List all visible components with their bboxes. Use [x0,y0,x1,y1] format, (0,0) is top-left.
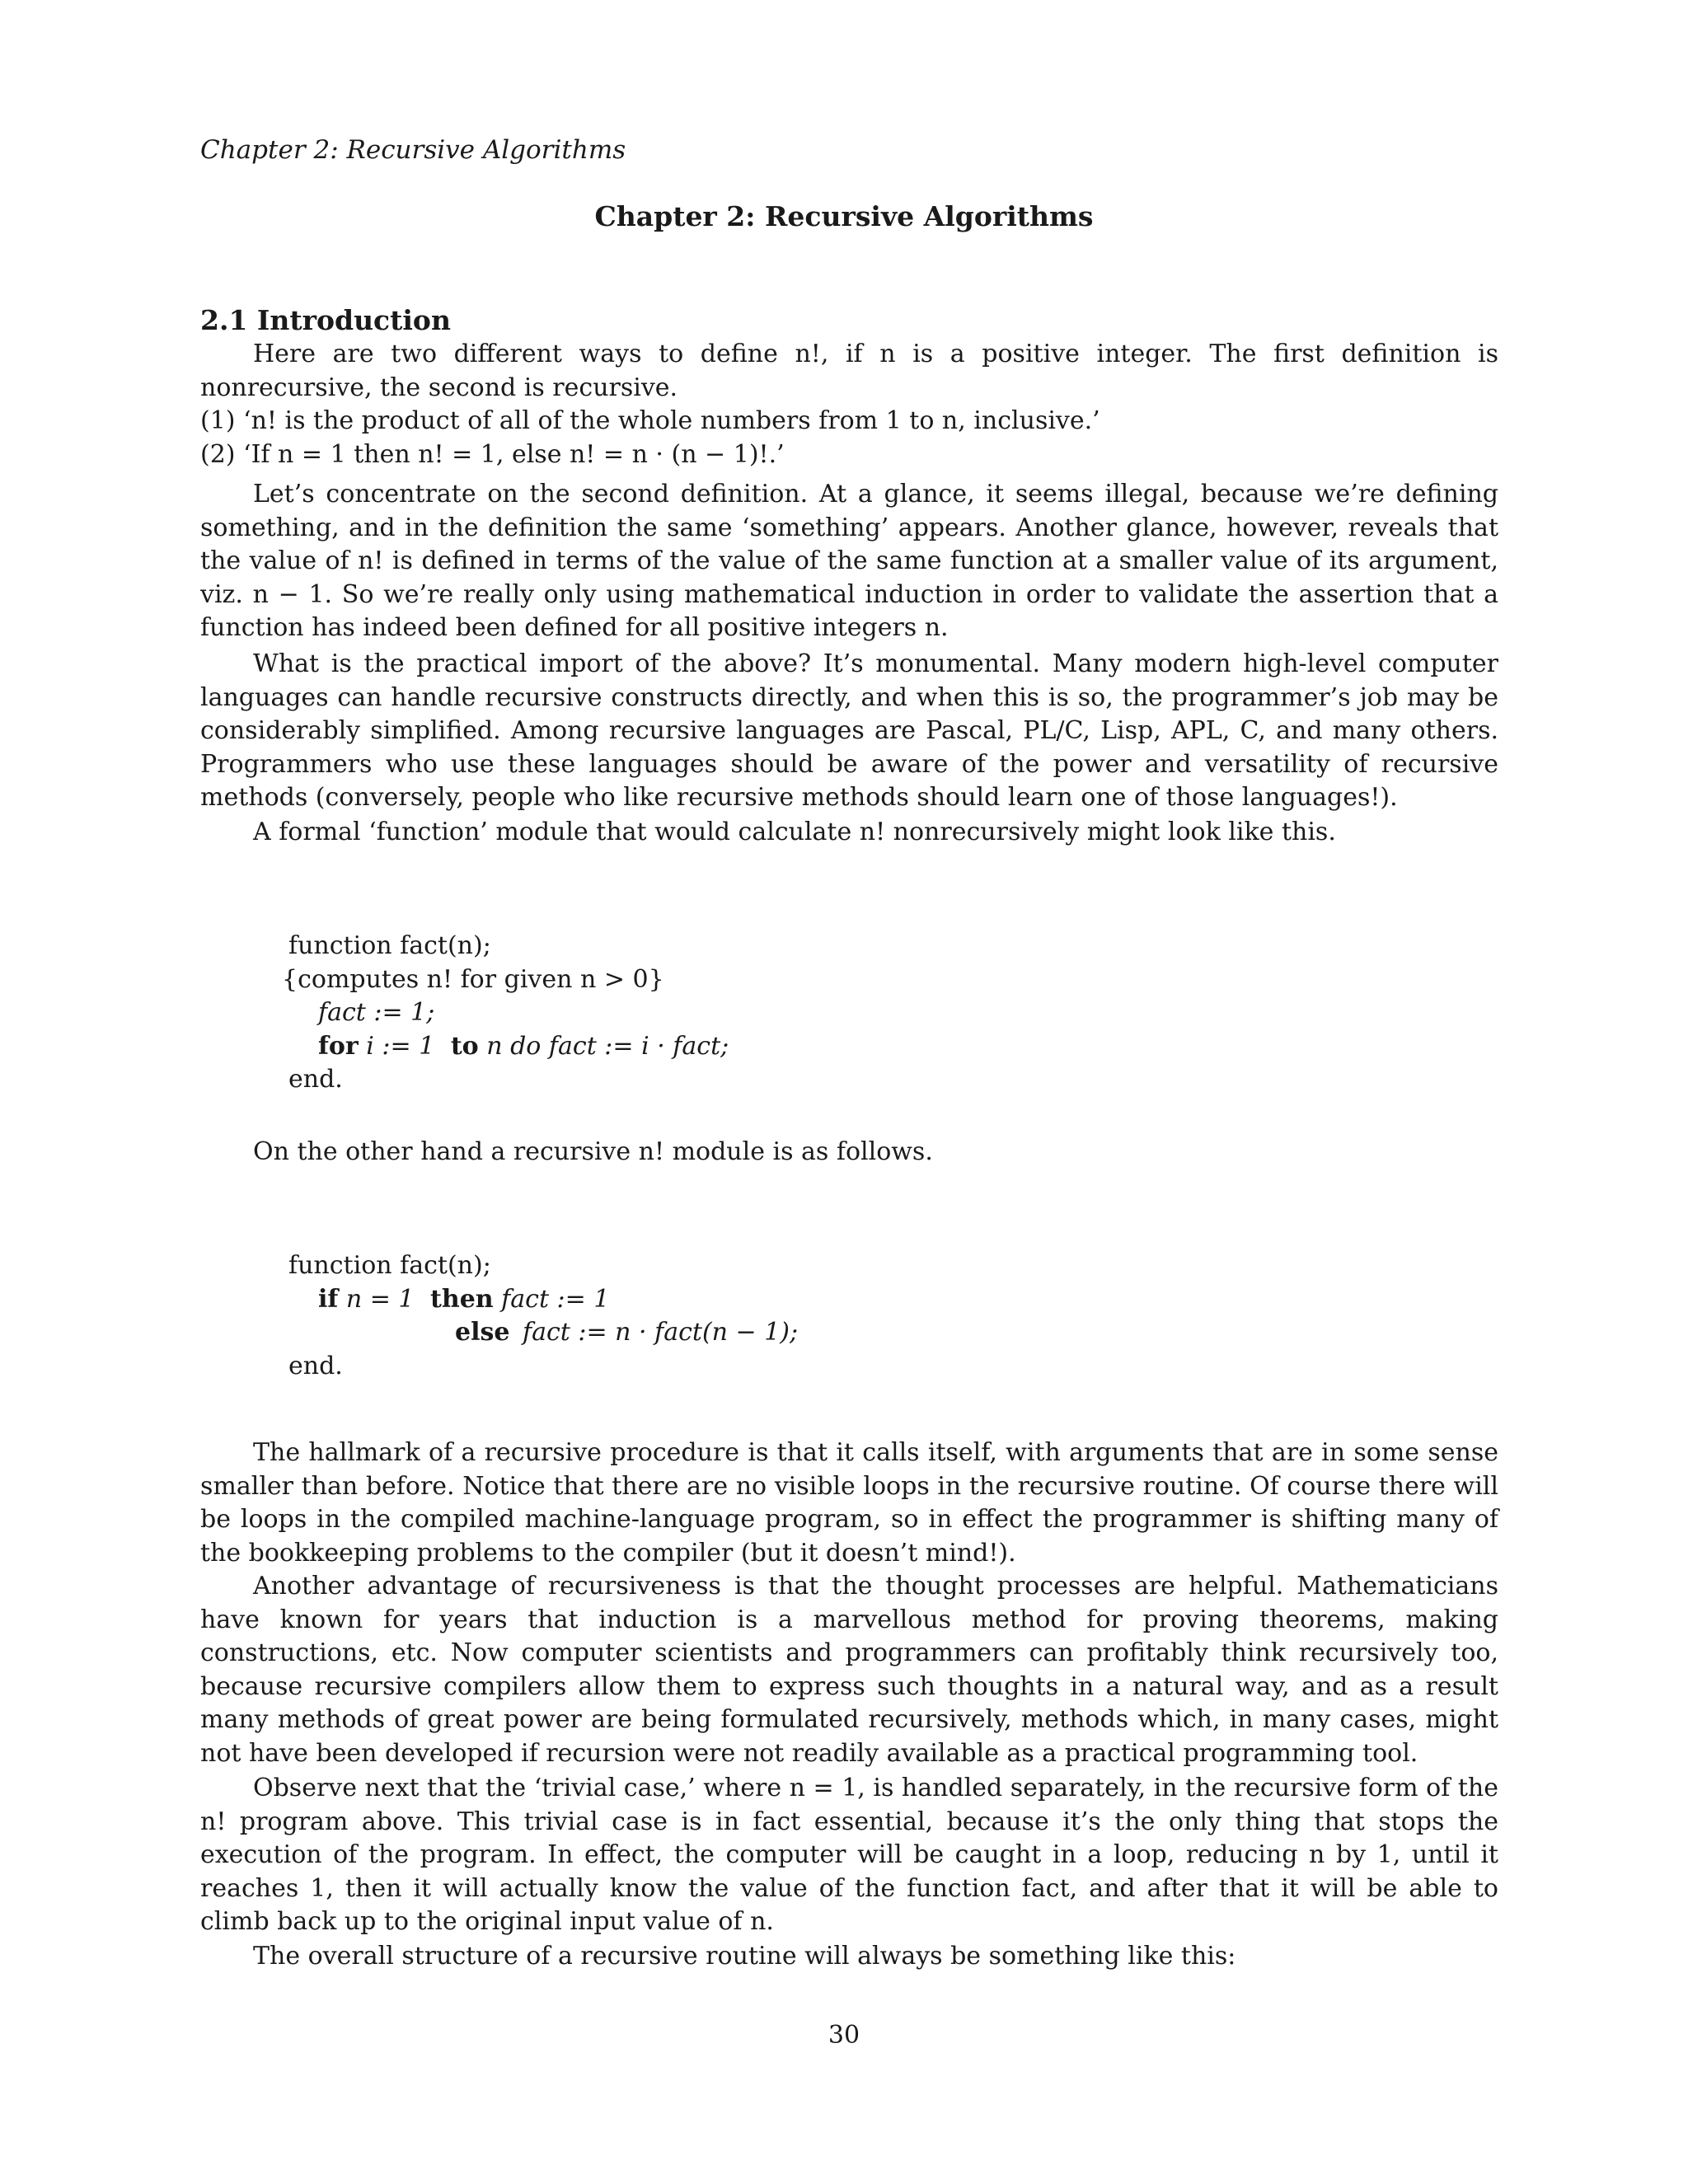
section-number: 2.1 [200,304,248,336]
code-fragment: n = 1 [345,1284,415,1314]
keyword-if: if [318,1284,339,1314]
code-line: {computes n! for given n > 0} [282,964,664,994]
code-line: function fact(n); [288,1251,491,1280]
keyword-else: else [455,1318,510,1347]
code-fragment: i := 1 [366,1031,435,1061]
code-line [455,1316,798,1350]
code-line: function fact(n); [288,931,491,960]
code-fragment: fact := 1 [501,1284,610,1314]
paragraph-formal-module: A formal ‘function’ module that would calculate n! nonrecursively might look like this. [253,818,1336,846]
code-line: end. [288,1065,343,1094]
section-heading [200,302,451,340]
paragraph-recursive-intro: On the other hand a recursive n! module is as follows. [253,1137,933,1166]
paragraph-trivial-case: Observe next that the ‘trivial case,’ where n = 1, is handled separately, in the recursive form of the n! program above. This trivial case is in fact essential, because it’s the only thing that stops the execution of the program. In effect, the computer will be caught in a loop, reducing n by 1, until it reaches 1, then it will actually know the value of the function fact, and after that it will be able to climb back up to the original input value of n. [200,1774,1498,1937]
code-fragment: fact := n · fact(n − 1); [523,1318,799,1347]
keyword-to: to [450,1031,479,1061]
paragraph-second-definition: Let’s concentrate on the second definition. At a glance, it seems illegal, because we’re defining something, and in the definition the same ‘something’ appears. Another glance, however, reveals that the value of n! is defined in terms of the value of the same function at a smaller value of its argument, viz. n − 1. So we’re really only using mathematical induction in order to validate the assertion that a function has indeed been defined for all positive integers n. [200,480,1498,643]
code-line [318,1283,798,1317]
definition-2: (2) ‘If n = 1 then n! = 1, else n! = n · (n − 1)!.’ [200,440,785,469]
paragraph-hallmark: The hallmark of a recursive procedure is that it calls itself, with arguments that are in some sense smaller than before. Notice that there are no visible loops in the recursive routine. Of course there will be loops in the compiled machine-language program, so in effect the programmer is shifting many of the bookkeeping problems to the compiler (but it doesn’t mind!). [200,1438,1498,1568]
paragraph-advantage: Another advantage of recursiveness is that the thought processes are helpful. Mathematicians have known for years that induction is a marvellous method for proving theorems, making constructions, etc. Now computer scientists and programmers can profitably think recursively too, because recursive compilers allow them to express such thoughts in a natural way, and as a result many methods of great power are being formulated recursively, methods which, in many cases, might not have been developed if recursion were not readily available as a practical programming tool. [200,1572,1498,1768]
running-head: Chapter 2: Recursive Algorithms [200,135,626,165]
code-line [318,1030,729,1064]
keyword-for: for [318,1031,359,1061]
chapter-title: Chapter 2: Recursive Algorithms [594,200,1094,232]
code-block-nonrecursive [282,930,729,1097]
paragraph-intro: Here are two different ways to define n!, if n is a positive integer. The first definition is nonrecursive, the second is recursive. [200,340,1498,402]
code-fragment: n do fact := i · fact; [486,1031,729,1061]
paragraph-structure: The overall structure of a recursive routine will always be something like this: [253,1942,1236,1971]
paragraph-practical-import: What is the practical import of the above? It’s monumental. Many modern high-level computer languages can handle recursive constructs directly, and when this is so, the programmer’s job may be considerably simplified. Among recursive languages are Pascal, PL/C, Lisp, APL, C, and many others. Programmers who use these languages should be aware of the power and versatility of recursive methods (conversely, people who like recursive methods should learn one of those languages!). [200,649,1498,813]
code-line: fact := 1; [318,998,435,1028]
section-title: Introduction [256,304,451,336]
code-line: end. [288,1351,343,1380]
page-number: 30 [828,2021,860,2050]
definition-1: (1) ‘n! is the product of all of the whole numbers from 1 to n, inclusive.’ [200,406,1100,435]
code-block-recursive [288,1249,798,1383]
keyword-then: then [430,1284,494,1314]
